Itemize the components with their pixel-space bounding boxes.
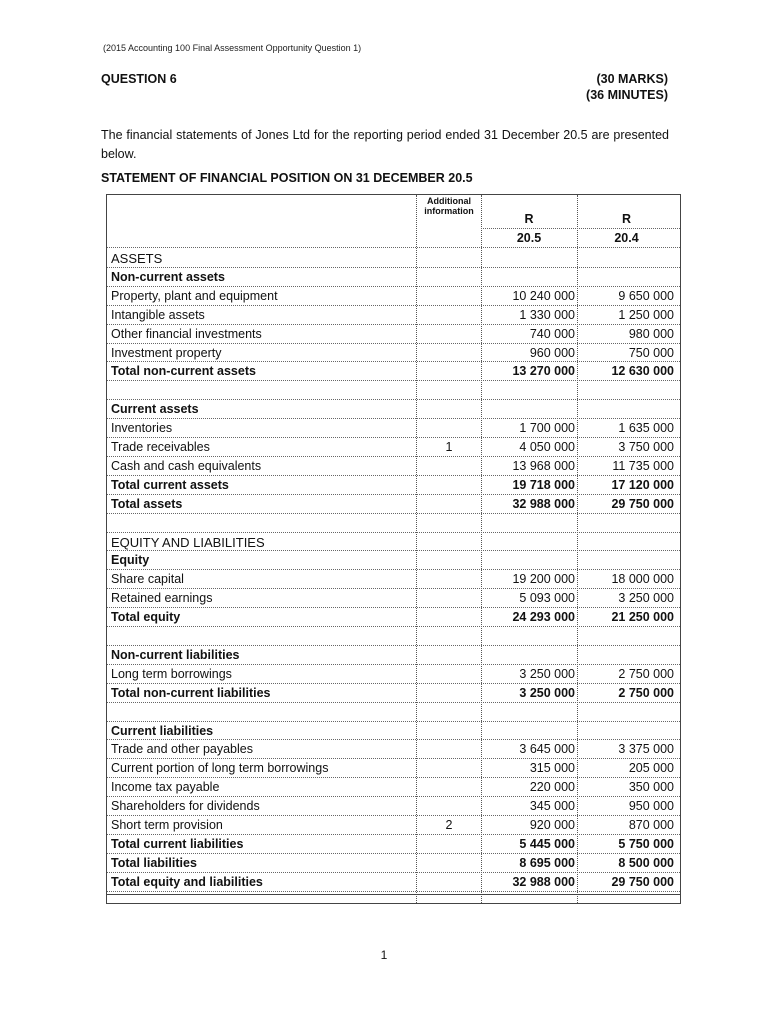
additional-info-header: Additional information	[424, 196, 474, 216]
value-20-4: 980 000	[628, 326, 674, 341]
value-20-4: 3 250 000	[618, 591, 674, 606]
value-20-4: 9 650 000	[618, 288, 674, 303]
row-label: Equity	[111, 553, 150, 568]
row-divider	[107, 739, 680, 740]
value-20-5: 4 050 000	[519, 440, 575, 454]
value-20-4: 29 750 000	[611, 874, 674, 889]
row-label: Non-current assets	[111, 269, 225, 284]
row-divider	[107, 796, 680, 797]
value-20-5: 220 000	[529, 780, 575, 795]
value-20-4: 2 750 000	[618, 666, 674, 681]
value-20-5: 960 000	[529, 345, 575, 360]
row-label: Total current assets	[111, 477, 229, 492]
value-20-5: 3 645 000	[519, 742, 575, 757]
table-bottom-rule	[107, 894, 680, 895]
value-20-4: 29 750 000	[611, 496, 674, 511]
value-20-5: 24 293 000	[512, 610, 575, 625]
row-divider	[107, 513, 680, 514]
row-divider	[107, 758, 680, 759]
row-label: Share capital	[111, 572, 184, 587]
row-divider	[107, 456, 680, 457]
value-20-4: 11 735 000	[612, 458, 674, 473]
row-divider	[107, 588, 680, 589]
row-divider	[107, 437, 680, 438]
value-20-5: 32 988 000	[512, 496, 575, 511]
row-divider	[107, 853, 680, 854]
row-label: EQUITY AND LIABILITIES	[111, 534, 265, 550]
row-divider	[107, 626, 680, 627]
value-20-5: 3 250 000	[519, 666, 575, 681]
value-20-5: 8 695 000	[519, 855, 575, 870]
row-divider	[107, 872, 680, 873]
row-label: Property, plant and equipment	[111, 288, 278, 303]
row-divider	[107, 494, 680, 495]
row-label: Total equity and liabilities	[111, 874, 263, 889]
row-note-ref: 2	[445, 818, 453, 832]
intro-paragraph: The financial statements of Jones Ltd for the reporting period ended 31 December 20.5 are presented below.	[101, 128, 669, 161]
value-20-4: 1 250 000	[618, 307, 674, 322]
row-label: Intangible assets	[111, 307, 205, 322]
row-label: Income tax payable	[111, 780, 220, 795]
value-20-5: 32 988 000	[512, 874, 575, 889]
row-divider	[107, 532, 680, 533]
row-label: Total non-current liabilities	[111, 685, 271, 700]
value-20-5: 345 000	[529, 799, 575, 814]
value-20-4: 350 000	[628, 780, 674, 795]
row-label: Total assets	[111, 496, 183, 511]
value-20-5: 10 240 000	[512, 288, 575, 303]
row-note-ref: 1	[445, 440, 453, 454]
value-20-5: 5 093 000	[519, 591, 575, 606]
value-20-4: 870 000	[628, 818, 674, 832]
value-20-5: 13 270 000	[512, 364, 575, 379]
header-divider	[107, 247, 680, 248]
row-label: Shareholders for dividends	[111, 799, 260, 814]
year-header-20-5: 20.5	[516, 231, 542, 245]
row-label: Non-current liabilities	[111, 647, 240, 662]
value-20-4: 950 000	[628, 799, 674, 814]
row-label: Retained earnings	[111, 591, 213, 606]
row-divider	[107, 683, 680, 684]
row-label: Total non-current assets	[111, 364, 256, 379]
row-label: Trade receivables	[111, 440, 210, 454]
value-20-4: 18 000 000	[611, 572, 674, 587]
row-divider	[107, 645, 680, 646]
row-divider	[107, 361, 680, 362]
row-label: Inventories	[111, 421, 173, 436]
row-divider	[107, 721, 680, 722]
currency-header-20-4: R	[621, 212, 632, 226]
row-divider	[107, 891, 680, 892]
value-20-4: 12 630 000	[611, 364, 674, 379]
financial-position-table	[106, 194, 681, 904]
row-label: Total current liabilities	[111, 836, 244, 851]
row-label: Short term provision	[111, 818, 223, 832]
row-divider	[107, 834, 680, 835]
value-20-5: 1 700 000	[519, 421, 575, 436]
value-20-4: 21 250 000	[611, 610, 674, 625]
value-20-4: 3 375 000	[618, 742, 674, 757]
page-number: 1	[380, 948, 388, 962]
row-divider	[107, 569, 680, 570]
value-20-4: 750 000	[628, 345, 674, 360]
row-divider	[107, 267, 680, 268]
row-divider	[107, 815, 680, 816]
row-divider	[107, 380, 680, 381]
row-label: Cash and cash equivalents	[111, 458, 262, 473]
currency-header-20-5: R	[524, 212, 534, 226]
value-20-5: 920 000	[529, 818, 575, 832]
value-20-5: 3 250 000	[519, 685, 575, 700]
row-label: Current liabilities	[111, 723, 214, 738]
year-header-20-4: 20.4	[614, 231, 639, 245]
row-divider	[107, 324, 680, 325]
row-divider	[107, 475, 680, 476]
value-20-5: 19 718 000	[512, 477, 575, 492]
row-label: Total equity	[111, 610, 181, 625]
value-20-5: 740 000	[529, 326, 575, 341]
question-title: QUESTION 6	[101, 72, 177, 86]
row-divider	[107, 399, 680, 400]
row-divider	[107, 418, 680, 419]
row-divider	[107, 664, 680, 665]
row-divider	[107, 550, 680, 551]
row-divider	[107, 777, 680, 778]
value-20-5: 315 000	[529, 761, 575, 776]
row-label: Trade and other payables	[111, 742, 253, 757]
value-20-5: 13 968 000	[512, 458, 575, 473]
value-20-4: 205 000	[628, 761, 674, 776]
header-divider	[481, 228, 680, 229]
row-label: Current assets	[111, 402, 199, 417]
row-divider	[107, 286, 680, 287]
value-20-4: 1 635 000	[618, 421, 674, 436]
value-20-5: 1 330 000	[519, 307, 575, 322]
row-divider	[107, 702, 680, 703]
value-20-4: 8 500 000	[618, 855, 674, 870]
statement-heading: STATEMENT OF FINANCIAL POSITION ON 31 DECEMBER 20.5	[101, 171, 473, 185]
row-label: Other financial investments	[111, 326, 262, 341]
row-label: ASSETS	[111, 251, 163, 266]
row-label: Current portion of long term borrowings	[111, 761, 329, 776]
row-label: Investment property	[111, 345, 222, 360]
row-divider	[107, 305, 680, 306]
marks-block	[586, 71, 668, 103]
value-20-4: 3 750 000	[618, 440, 674, 454]
row-divider	[107, 343, 680, 344]
value-20-4: 5 750 000	[618, 836, 674, 851]
row-label: Long term borrowings	[111, 666, 232, 681]
value-20-5: 19 200 000	[512, 572, 575, 587]
marks-label: (30 MARKS)	[596, 72, 668, 86]
row-divider	[107, 607, 680, 608]
row-label: Total liabilities	[111, 855, 197, 870]
value-20-4: 17 120 000	[611, 477, 674, 492]
minutes-label: (36 MINUTES)	[586, 88, 668, 102]
value-20-4: 2 750 000	[618, 685, 674, 700]
header-note: (2015 Accounting 100 Final Assessment Opportunity Question 1)	[103, 43, 362, 53]
value-20-5: 5 445 000	[519, 836, 575, 851]
